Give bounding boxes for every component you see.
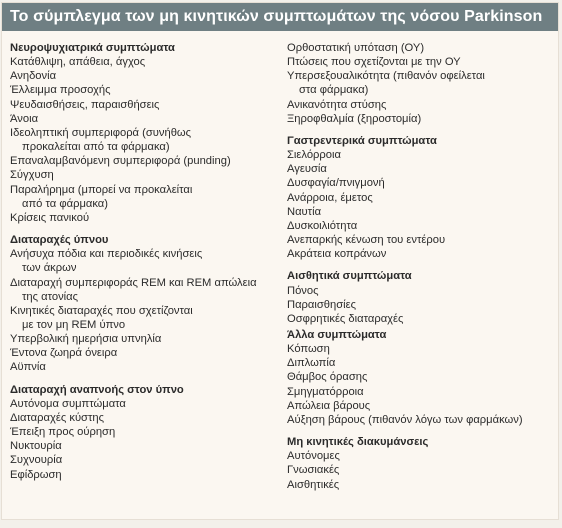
section-heading: Αισθητικά συμπτώματα <box>287 270 412 283</box>
symptom-item: Αυτόνομες <box>287 450 340 463</box>
symptom-section <box>287 435 555 492</box>
symptom-item: Σύγχυση <box>10 169 54 182</box>
symptom-item: Αισθητικές <box>287 478 340 491</box>
symptom-item: Κρίσεις πανικού <box>10 211 90 224</box>
symptom-item: Κόπωση <box>287 343 330 356</box>
symptom-item: της ατονίας <box>22 290 79 303</box>
table-title: Το σύμπλεγμα των μη κινητικών συμπτωμάτων της νόσου Parkinson <box>10 8 543 25</box>
symptom-item: Αγευσία <box>287 163 327 176</box>
symptom-item: Διαταραχές κύστης <box>10 411 104 424</box>
symptom-item: Εφίδρωση <box>10 468 62 481</box>
symptom-section <box>10 233 278 375</box>
symptom-item: Σμηγματόρροια <box>287 385 364 398</box>
symptom-item: Έντονα ζωηρά όνειρα <box>10 347 118 360</box>
symptom-item: Δυσφαγία/πνιγμονή <box>287 177 385 190</box>
section-heading: Διαταραχή αναπνοής στον ύπνο <box>10 383 184 396</box>
symptom-item: Γνωσιακές <box>287 464 340 477</box>
symptom-item: Ανικανότητα στύσης <box>287 98 387 111</box>
symptom-item: Ανήσυχα πόδια και περιοδικές κινήσεις <box>10 248 203 261</box>
symptom-item: Πτώσεις που σχετίζονται με την ΟΥ <box>287 56 461 69</box>
symptom-item: από τα φάρμακα) <box>22 197 109 210</box>
symptom-item: Ανάρροια, έμετος <box>287 191 373 204</box>
symptom-item: Ψευδαισθήσεις, παραισθήσεις <box>10 98 160 111</box>
table-title-bar <box>2 3 558 31</box>
section-heading: Νευροψυχιατρικά συμπτώματα <box>10 42 175 54</box>
symptom-section <box>10 41 278 225</box>
symptom-item: Κινητικές διαταραχές που σχετίζονται <box>10 304 193 317</box>
symptom-item: Υπερβολική ημερήσια υπνηλία <box>10 333 162 346</box>
symptom-item: Ιδεοληπτική συμπεριφορά (συνήθως <box>10 126 192 139</box>
symptom-item: Έπειξη προς ούρηση <box>10 426 116 439</box>
symptom-item: Αυτόνομα συμπτώματα <box>10 397 126 410</box>
symptom-item: Νυκτουρία <box>10 440 62 453</box>
document-page <box>2 3 558 519</box>
section-heading: Άλλα συμπτώματα <box>287 328 387 341</box>
symptom-section <box>10 383 278 482</box>
symptom-item: με τον μη REM ύπνο <box>22 318 126 331</box>
symptom-item: Αϋπνία <box>10 361 46 374</box>
symptom-item: Υπερσεξουαλικότητα (πιθανόν οφείλεται <box>287 70 485 83</box>
symptom-columns <box>2 31 558 525</box>
symptom-item: στα φάρμακα) <box>299 84 369 97</box>
symptom-item: Συχνουρία <box>10 454 63 467</box>
symptom-item: Ακράτεια κοπράνων <box>287 248 387 261</box>
symptom-item: Αύξηση βάρους (πιθανόν λόγω των φαρμάκων) <box>287 413 523 426</box>
symptom-item: προκαλείται από τα φάρμακα) <box>22 141 170 154</box>
symptom-item: Διπλωπία <box>287 357 336 370</box>
symptom-section <box>287 41 555 126</box>
symptom-item: Πόνος <box>287 284 319 297</box>
symptom-item: Παραλήρημα (μπορεί να προκαλείται <box>10 183 193 196</box>
symptom-item: Κατάθλιψη, απάθεια, άγχος <box>10 56 146 69</box>
symptom-item: Παραισθησίες <box>287 298 356 311</box>
symptom-item: Θάμβος όρασης <box>287 371 368 384</box>
symptom-item: Ναυτία <box>287 205 322 218</box>
symptom-item: Σιελόρροια <box>287 149 341 162</box>
section-heading: Διαταραχές ύπνου <box>10 234 109 247</box>
symptom-item: Ανηδονία <box>10 70 57 83</box>
symptom-item: Επαναλαμβανόμενη συμπεριφορά (punding) <box>10 155 231 168</box>
symptom-item: Ξηροφθαλμία (ξηροστομία) <box>287 112 422 125</box>
symptom-item: Δυσκοιλιότητα <box>287 219 358 232</box>
symptom-item: Άνοια <box>10 112 39 125</box>
symptom-item: Απώλεια βάρους <box>287 399 371 412</box>
symptom-item: Ανεπαρκής κένωση του εντέρου <box>287 234 446 247</box>
symptom-item: Διαταραχή συμπεριφοράς REM και REM απώλεια <box>10 276 257 289</box>
symptom-item: Οσφρητικές διαταραχές <box>287 312 404 325</box>
symptom-section <box>287 269 555 326</box>
symptom-item: των άκρων <box>22 262 77 275</box>
symptom-item: Ορθοστατική υπόταση (ΟΥ) <box>287 42 425 54</box>
left-column <box>10 41 278 490</box>
symptom-item: Έλλειμμα προσοχής <box>10 84 111 97</box>
right-column <box>287 41 555 500</box>
section-heading: Μη κινητικές διακυμάνσεις <box>287 436 429 449</box>
symptom-section <box>287 328 555 427</box>
section-heading: Γαστρεντερικά συμπτώματα <box>287 134 437 147</box>
symptom-section <box>287 134 555 261</box>
